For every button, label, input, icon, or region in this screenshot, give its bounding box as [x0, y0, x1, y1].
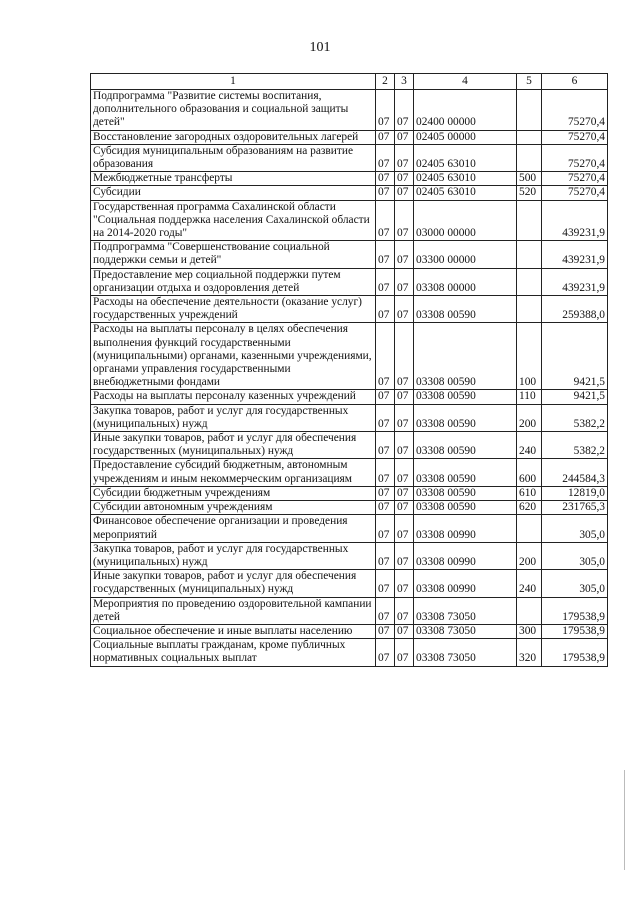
table-body	[91, 90, 608, 667]
expense-type-cell: 200	[517, 542, 542, 569]
expense-type-cell	[517, 515, 542, 542]
expense-type-cell: 300	[517, 624, 542, 638]
row-name-cell: Восстановление загородных оздоровительных лагерей	[91, 130, 376, 144]
row-name-cell: Иные закупки товаров, работ и услуг для обеспечения государственных (муниципальных) нужд	[91, 432, 376, 459]
target-code-cell: 02405 63010	[414, 144, 517, 171]
section-code-cell: 07	[376, 486, 395, 500]
row-name-cell: Межбюджетные трансферты	[91, 172, 376, 186]
target-code-cell: 03308 73050	[414, 597, 517, 624]
subsection-code-cell: 07	[395, 624, 414, 638]
row-name-cell: Социальные выплаты гражданам, кроме публичных нормативных социальных выплат	[91, 639, 376, 666]
subsection-code-cell: 07	[395, 296, 414, 323]
subsection-code-cell: 07	[395, 501, 414, 515]
amount-cell: 439231,9	[542, 268, 608, 295]
subsection-code-cell: 07	[395, 459, 414, 486]
section-code-cell: 07	[376, 404, 395, 431]
table-row	[91, 459, 608, 486]
row-name-cell: Расходы на выплаты персоналу казенных учреждений	[91, 390, 376, 404]
section-code-cell: 07	[376, 200, 395, 241]
table-row	[91, 323, 608, 390]
subsection-code-cell: 07	[395, 570, 414, 597]
amount-cell: 75270,4	[542, 144, 608, 171]
target-code-cell: 03308 00590	[414, 296, 517, 323]
header-col-4: 4	[414, 74, 517, 90]
amount-cell: 259388,0	[542, 296, 608, 323]
target-code-cell: 02405 63010	[414, 186, 517, 200]
row-name-cell: Подпрограмма "Развитие системы воспитания, дополнительного образования и социальной защиты детей"	[91, 90, 376, 131]
row-name-cell: Субсидии бюджетным учреждениям	[91, 486, 376, 500]
section-code-cell: 07	[376, 90, 395, 131]
table-row	[91, 241, 608, 268]
expense-type-cell	[517, 597, 542, 624]
section-code-cell: 07	[376, 597, 395, 624]
target-code-cell: 02405 00000	[414, 130, 517, 144]
expense-type-cell	[517, 268, 542, 295]
amount-cell: 439231,9	[542, 241, 608, 268]
row-name-cell: Мероприятия по проведению оздоровительной кампании детей	[91, 597, 376, 624]
subsection-code-cell: 07	[395, 130, 414, 144]
section-code-cell: 07	[376, 186, 395, 200]
expense-type-cell	[517, 144, 542, 171]
expense-type-cell: 500	[517, 172, 542, 186]
target-code-cell: 03308 00000	[414, 268, 517, 295]
expense-type-cell: 320	[517, 639, 542, 666]
row-name-cell: Иные закупки товаров, работ и услуг для обеспечения государственных (муниципальных) нужд	[91, 570, 376, 597]
header-col-2: 2	[376, 74, 395, 90]
amount-cell: 439231,9	[542, 200, 608, 241]
header-col-6: 6	[542, 74, 608, 90]
expense-type-cell: 600	[517, 459, 542, 486]
scan-edge-mark	[624, 770, 625, 870]
target-code-cell: 03308 00990	[414, 542, 517, 569]
table-row	[91, 501, 608, 515]
target-code-cell: 02400 00000	[414, 90, 517, 131]
table-row	[91, 639, 608, 666]
subsection-code-cell: 07	[395, 639, 414, 666]
expense-type-cell: 620	[517, 501, 542, 515]
header-col-5: 5	[517, 74, 542, 90]
subsection-code-cell: 07	[395, 90, 414, 131]
section-code-cell: 07	[376, 639, 395, 666]
expense-type-cell	[517, 296, 542, 323]
table-row	[91, 404, 608, 431]
amount-cell: 305,0	[542, 515, 608, 542]
target-code-cell: 03308 00590	[414, 432, 517, 459]
row-name-cell: Социальное обеспечение и иные выплаты населению	[91, 624, 376, 638]
expense-type-cell: 200	[517, 404, 542, 431]
amount-cell: 5382,2	[542, 432, 608, 459]
table-row	[91, 597, 608, 624]
target-code-cell: 03308 00590	[414, 486, 517, 500]
target-code-cell: 03308 00990	[414, 515, 517, 542]
target-code-cell: 03308 73050	[414, 639, 517, 666]
table-row	[91, 542, 608, 569]
section-code-cell: 07	[376, 459, 395, 486]
row-name-cell: Предоставление мер социальной поддержки путем организации отдыха и оздоровления детей	[91, 268, 376, 295]
section-code-cell: 07	[376, 624, 395, 638]
amount-cell: 9421,5	[542, 390, 608, 404]
table-row	[91, 186, 608, 200]
row-name-cell: Государственная программа Сахалинской области "Социальная поддержка населения Сахалинской области на 2014-2020 годы"	[91, 200, 376, 241]
target-code-cell: 03308 00590	[414, 390, 517, 404]
row-name-cell: Подпрограмма "Совершенствование социальной поддержки семьи и детей"	[91, 241, 376, 268]
row-name-cell: Субсидия муниципальным образованиям на развитие образования	[91, 144, 376, 171]
target-code-cell: 03000 00000	[414, 200, 517, 241]
header-col-3: 3	[395, 74, 414, 90]
amount-cell: 231765,3	[542, 501, 608, 515]
subsection-code-cell: 07	[395, 390, 414, 404]
header-col-1: 1	[91, 74, 376, 90]
table-row	[91, 570, 608, 597]
amount-cell: 179538,9	[542, 639, 608, 666]
expense-type-cell	[517, 241, 542, 268]
expense-type-cell: 610	[517, 486, 542, 500]
table-row	[91, 390, 608, 404]
subsection-code-cell: 07	[395, 268, 414, 295]
table-header-row	[91, 74, 608, 90]
row-name-cell: Предоставление субсидий бюджетным, автономным учреждениям и иным некоммерческим организациям	[91, 459, 376, 486]
table-row	[91, 515, 608, 542]
target-code-cell: 03308 00590	[414, 404, 517, 431]
section-code-cell: 07	[376, 144, 395, 171]
subsection-code-cell: 07	[395, 323, 414, 390]
amount-cell: 75270,4	[542, 172, 608, 186]
table-row	[91, 144, 608, 171]
table-row	[91, 432, 608, 459]
amount-cell: 179538,9	[542, 624, 608, 638]
row-name-cell: Финансовое обеспечение организации и проведения мероприятий	[91, 515, 376, 542]
section-code-cell: 07	[376, 323, 395, 390]
section-code-cell: 07	[376, 390, 395, 404]
table-row	[91, 268, 608, 295]
subsection-code-cell: 07	[395, 172, 414, 186]
section-code-cell: 07	[376, 172, 395, 186]
table-row	[91, 130, 608, 144]
table-row	[91, 486, 608, 500]
expense-type-cell	[517, 200, 542, 241]
expense-type-cell: 240	[517, 570, 542, 597]
target-code-cell: 02405 63010	[414, 172, 517, 186]
table-row	[91, 90, 608, 131]
subsection-code-cell: 07	[395, 515, 414, 542]
expense-type-cell: 100	[517, 323, 542, 390]
amount-cell: 75270,4	[542, 186, 608, 200]
amount-cell: 9421,5	[542, 323, 608, 390]
expense-type-cell	[517, 90, 542, 131]
section-code-cell: 07	[376, 268, 395, 295]
section-code-cell: 07	[376, 241, 395, 268]
target-code-cell: 03308 00590	[414, 459, 517, 486]
expense-type-cell: 110	[517, 390, 542, 404]
amount-cell: 75270,4	[542, 130, 608, 144]
budget-table	[90, 73, 608, 667]
target-code-cell: 03300 00000	[414, 241, 517, 268]
section-code-cell: 07	[376, 130, 395, 144]
subsection-code-cell: 07	[395, 200, 414, 241]
subsection-code-cell: 07	[395, 404, 414, 431]
subsection-code-cell: 07	[395, 241, 414, 268]
section-code-cell: 07	[376, 515, 395, 542]
target-code-cell: 03308 00590	[414, 501, 517, 515]
subsection-code-cell: 07	[395, 144, 414, 171]
target-code-cell: 03308 73050	[414, 624, 517, 638]
subsection-code-cell: 07	[395, 542, 414, 569]
amount-cell: 5382,2	[542, 404, 608, 431]
amount-cell: 244584,3	[542, 459, 608, 486]
section-code-cell: 07	[376, 501, 395, 515]
row-name-cell: Закупка товаров, работ и услуг для государственных (муниципальных) нужд	[91, 404, 376, 431]
section-code-cell: 07	[376, 432, 395, 459]
subsection-code-cell: 07	[395, 597, 414, 624]
amount-cell: 12819,0	[542, 486, 608, 500]
table-row	[91, 624, 608, 638]
target-code-cell: 03308 00990	[414, 570, 517, 597]
amount-cell: 179538,9	[542, 597, 608, 624]
expense-type-cell	[517, 130, 542, 144]
section-code-cell: 07	[376, 542, 395, 569]
row-name-cell: Закупка товаров, работ и услуг для государственных (муниципальных) нужд	[91, 542, 376, 569]
table-row	[91, 200, 608, 241]
subsection-code-cell: 07	[395, 432, 414, 459]
amount-cell: 305,0	[542, 570, 608, 597]
target-code-cell: 03308 00590	[414, 323, 517, 390]
subsection-code-cell: 07	[395, 486, 414, 500]
expense-type-cell: 520	[517, 186, 542, 200]
amount-cell: 305,0	[542, 542, 608, 569]
amount-cell: 75270,4	[542, 90, 608, 131]
row-name-cell: Субсидии автономным учреждениям	[91, 501, 376, 515]
table-row	[91, 172, 608, 186]
section-code-cell: 07	[376, 570, 395, 597]
table-row	[91, 296, 608, 323]
row-name-cell: Расходы на выплаты персоналу в целях обеспечения выполнения функций государственными (муниципальными) органами, казенными учреждениями, органами управления государственными внебюджетными фондами	[91, 323, 376, 390]
section-code-cell: 07	[376, 296, 395, 323]
row-name-cell: Субсидии	[91, 186, 376, 200]
page-number: 101	[309, 40, 331, 55]
row-name-cell: Расходы на обеспечение деятельности (оказание услуг) государственных учреждений	[91, 296, 376, 323]
subsection-code-cell: 07	[395, 186, 414, 200]
expense-type-cell: 240	[517, 432, 542, 459]
